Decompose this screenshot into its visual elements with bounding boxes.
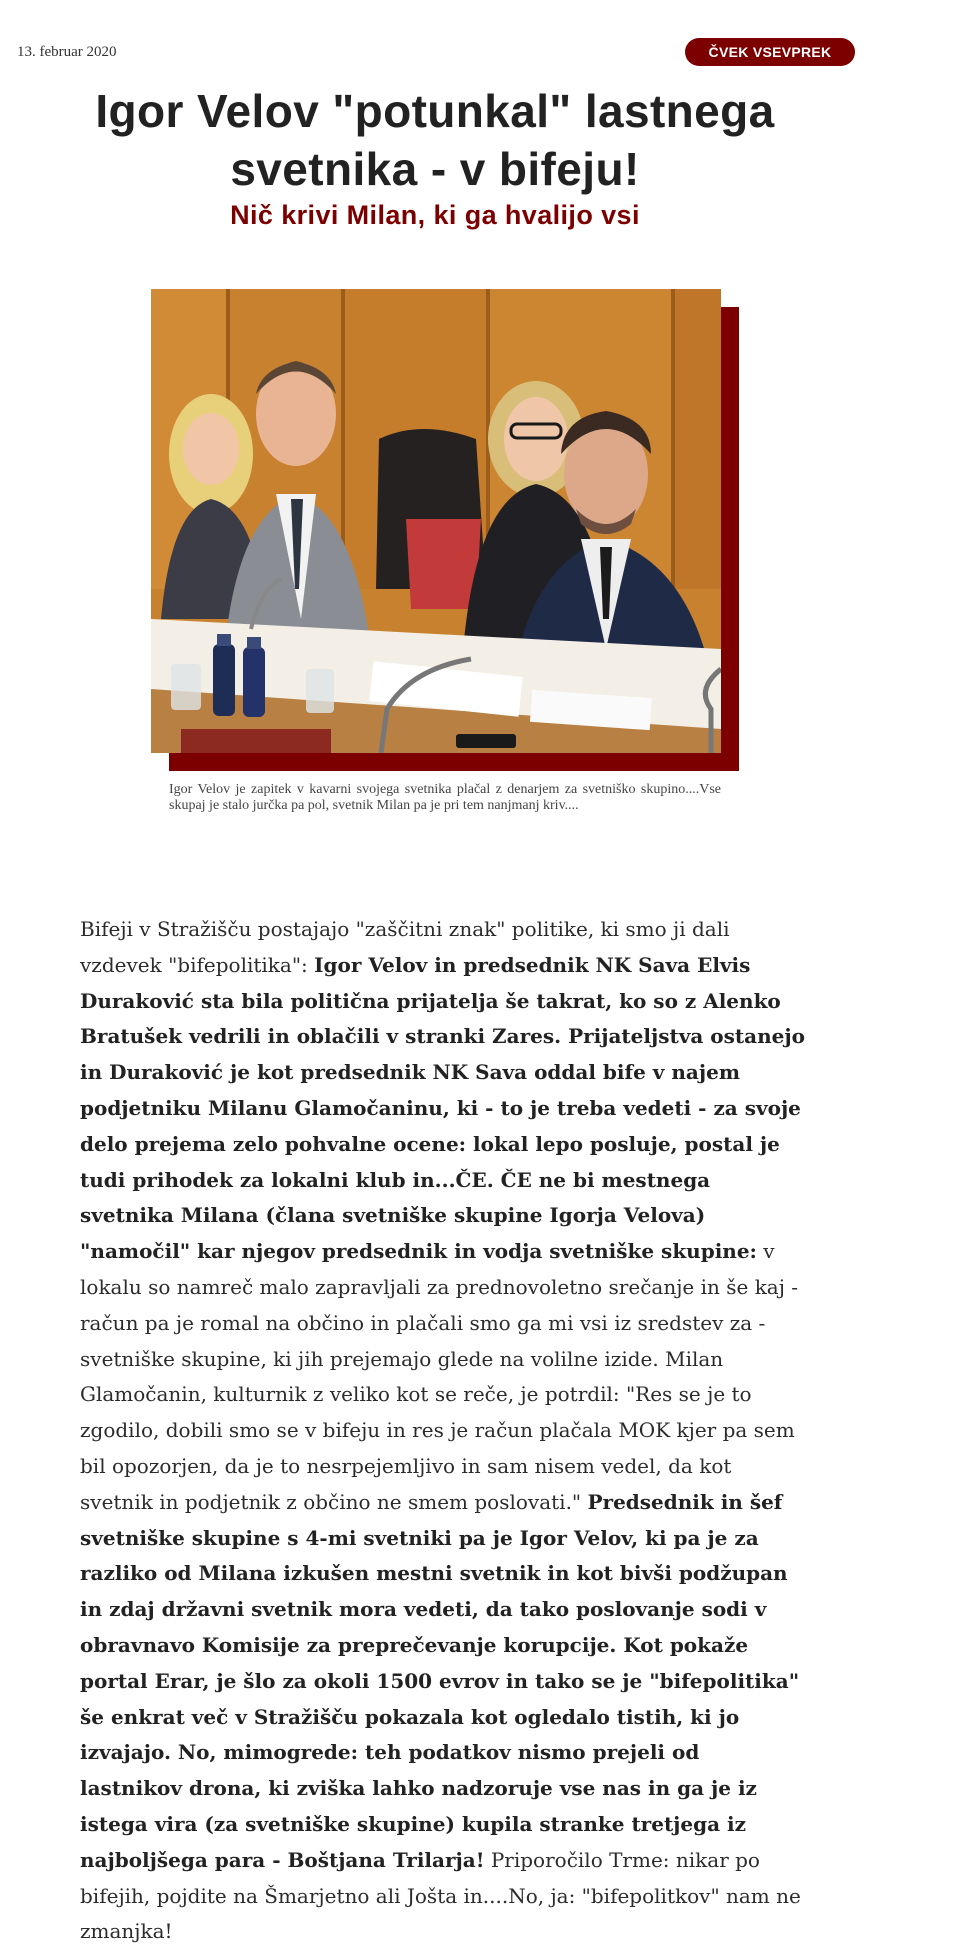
image-caption: Igor Velov je zapitek v kavarni svojega svetnika plačal z denarjem za svetniško skupino....Vse skupaj je stalo jurčka pa pol, svetnik Milan pa je pri tem nanjmanj kriv.... <box>169 782 721 813</box>
body-paragraph-part: v lokalu so namreč malo zapravljali za prednovoletno srečanje in še kaj - račun pa je romal na občino in plačali smo ga mi vsi iz sredstev za - svetniške skupine, ki jih prejemajo glede na volilne izide. Milan Glamočanin, kulturnik z veliko kot se reče, je potrdil: "Res se je to zgodilo, dobili smo se v bifeju in res je račun plačala MOK kjer pa sem bil opozorjen, da je to nesrpejemljivo in sam nisem vedel, da kot svetnik in podjetnik z občino ne smem poslovati." <box>80 1239 799 1514</box>
article-title: Igor Velov "potunkal" lastnega svetnika - v bifeju! <box>95 85 775 195</box>
category-badge[interactable]: ČVEK VSEVPREK <box>685 38 855 66</box>
article-subtitle: Nič krivi Milan, ki ga hvalijo vsi <box>230 200 640 230</box>
body-paragraph-bold: Igor Velov in predsednik NK Sava Elvis Duraković sta bila politična prijatelja še takrat, ko so z Alenko Bratušek vedrili in oblačili v stranki Zares. Prijateljstva ostanejo in Duraković je kot predsednik NK Sava oddal bife v najem podjetniku Milanu Glamočaninu, ki - to je treba vedeti - za svoje delo prejema zelo pohvalne ocene: lokal lepo posluje, postal je tudi prihodek za lokalni klub in...ČE. ČE ne bi mestnega svetnika Milana (člana svetniške skupine Igorja Velova) "namočil" kar njegov predsednik in vodja svetniške skupine: <box>80 952 805 1264</box>
body-paragraph-part: Priporočilo Trme: nikar po bifejih, pojdite na Šmarjetno ali Jošta in....No, ja: "bifepolitkov" nam ne zmanjka! <box>80 1847 801 1944</box>
article-body <box>80 912 805 1950</box>
article-date: 13. februar 2020 <box>17 44 117 60</box>
body-paragraph-bold: Predsednik in šef svetniške skupine s 4-mi svetniki pa je Igor Velov, ki pa je za razliko od Milana izkušen mestni svetnik in kot bivši podžupan in zdaj državni svetnik mora vedeti, da tako poslovanje sodi v obravnavo Komisije za preprečevanje korupcije. Kot pokaže portal Erar, je šlo za okoli 1500 evrov in tako se je "bifepolitika" še enkrat več v Stražišču pokazala kot ogledalo tistih, ki jo izvajajo. No, mimogrede: teh podatkov nismo prejeli od lastnikov drona, ki zviška lahko nadzoruje vse nas in ga je iz istega vira (za svetniške skupine) kupila stranke tretjega iz najboljšega para - Boštjana Trilarja! <box>80 1489 800 1872</box>
body-paragraph-part: Bifeji v Stražišču postajajo "zaščitni znak" politike, ki smo ji dali vzdevek "bifepolitika": <box>80 917 730 977</box>
photo-illustration <box>151 289 721 753</box>
article-photo <box>151 289 721 753</box>
